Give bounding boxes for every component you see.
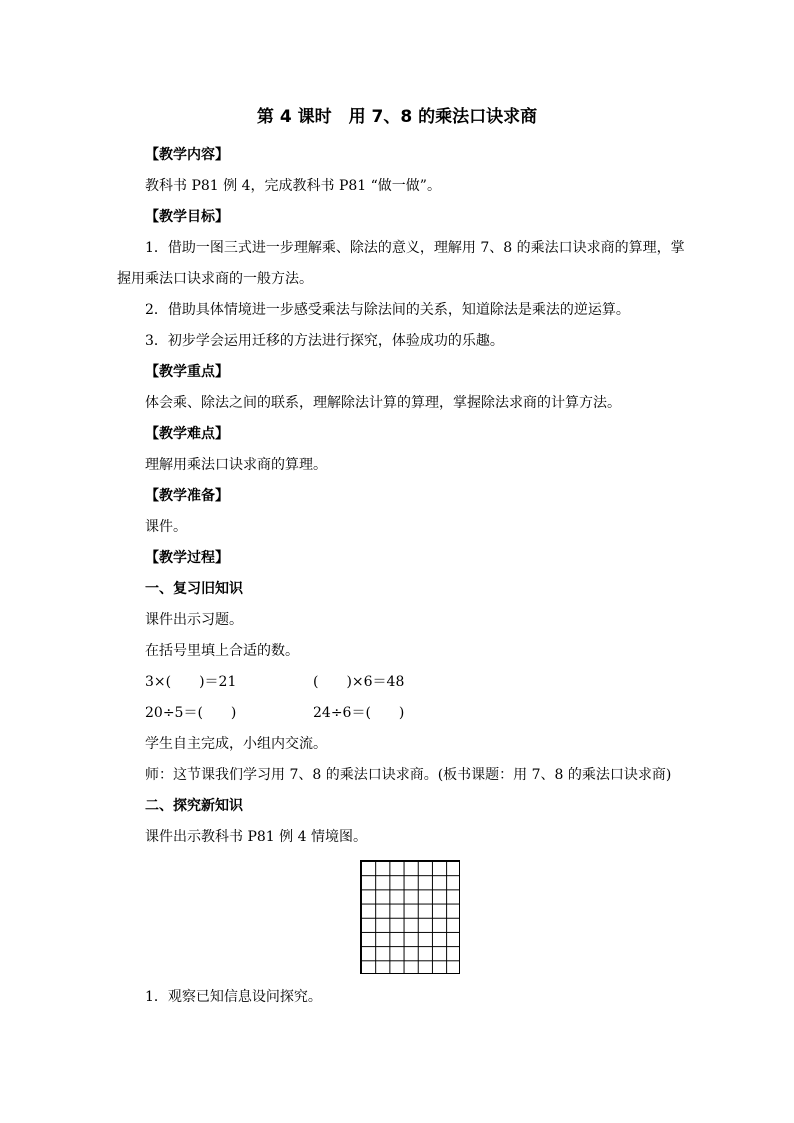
equation-2: ( )×6＝48	[313, 674, 405, 690]
equation-3: 20÷5＝( )	[145, 705, 237, 721]
teaching-goals-heading: 【教学目标】	[145, 209, 229, 225]
process-heading: 【教学过程】	[145, 550, 229, 566]
difficult-points-text: 理解用乘法口诀求商的算理。	[145, 457, 327, 473]
explore-text: 课件出示教科书 P81 例 4 情境图。	[145, 829, 367, 845]
explore-heading: 二、探究新知识	[145, 798, 243, 814]
key-points-text: 体会乘、除法之间的联系，理解除法计算的算理，掌握除法求商的计算方法。	[145, 395, 621, 411]
goal-3: 3．初步学会运用迁移的方法进行探究，体验成功的乐趣。	[145, 333, 504, 349]
goal-1-line-1: 1．借助一图三式进一步理解乘、除法的意义，理解用 7、8 的乘法口诀求商的算理，掌	[145, 240, 685, 256]
equation-4: 24÷6＝( )	[313, 705, 405, 721]
review-text-2: 在括号里填上合适的数。	[145, 643, 299, 659]
equation-1: 3×( )＝21	[145, 674, 237, 690]
review-heading: 一、复习旧知识	[145, 581, 243, 597]
preparation-text: 课件。	[145, 519, 187, 535]
example-grid-figure	[360, 860, 460, 974]
preparation-heading: 【教学准备】	[145, 488, 229, 504]
step-1-text: 1．观察已知信息设问探究。	[145, 989, 322, 1005]
teaching-content-heading: 【教学内容】	[145, 147, 229, 163]
teaching-content-text: 教科书 P81 例 4，完成教科书 P81 “做一做”。	[145, 178, 441, 194]
key-points-heading: 【教学重点】	[145, 364, 229, 380]
lesson-title: 第 4 课时 用 7、8 的乘法口诀求商	[256, 107, 538, 127]
review-text-3: 学生自主完成，小组内交流。	[145, 736, 327, 752]
goal-2: 2．借助具体情境进一步感受乘法与除法间的关系，知道除法是乘法的逆运算。	[145, 302, 630, 318]
goal-1-line-2: 握用乘法口诀求商的一般方法。	[117, 271, 313, 287]
difficult-points-heading: 【教学难点】	[145, 426, 229, 442]
teacher-text: 师：这节课我们学习用 7、8 的乘法口诀求商。(板书课题：用 7、8 的乘法口诀求商)	[145, 767, 672, 783]
review-text-1: 课件出示习题。	[145, 612, 243, 628]
